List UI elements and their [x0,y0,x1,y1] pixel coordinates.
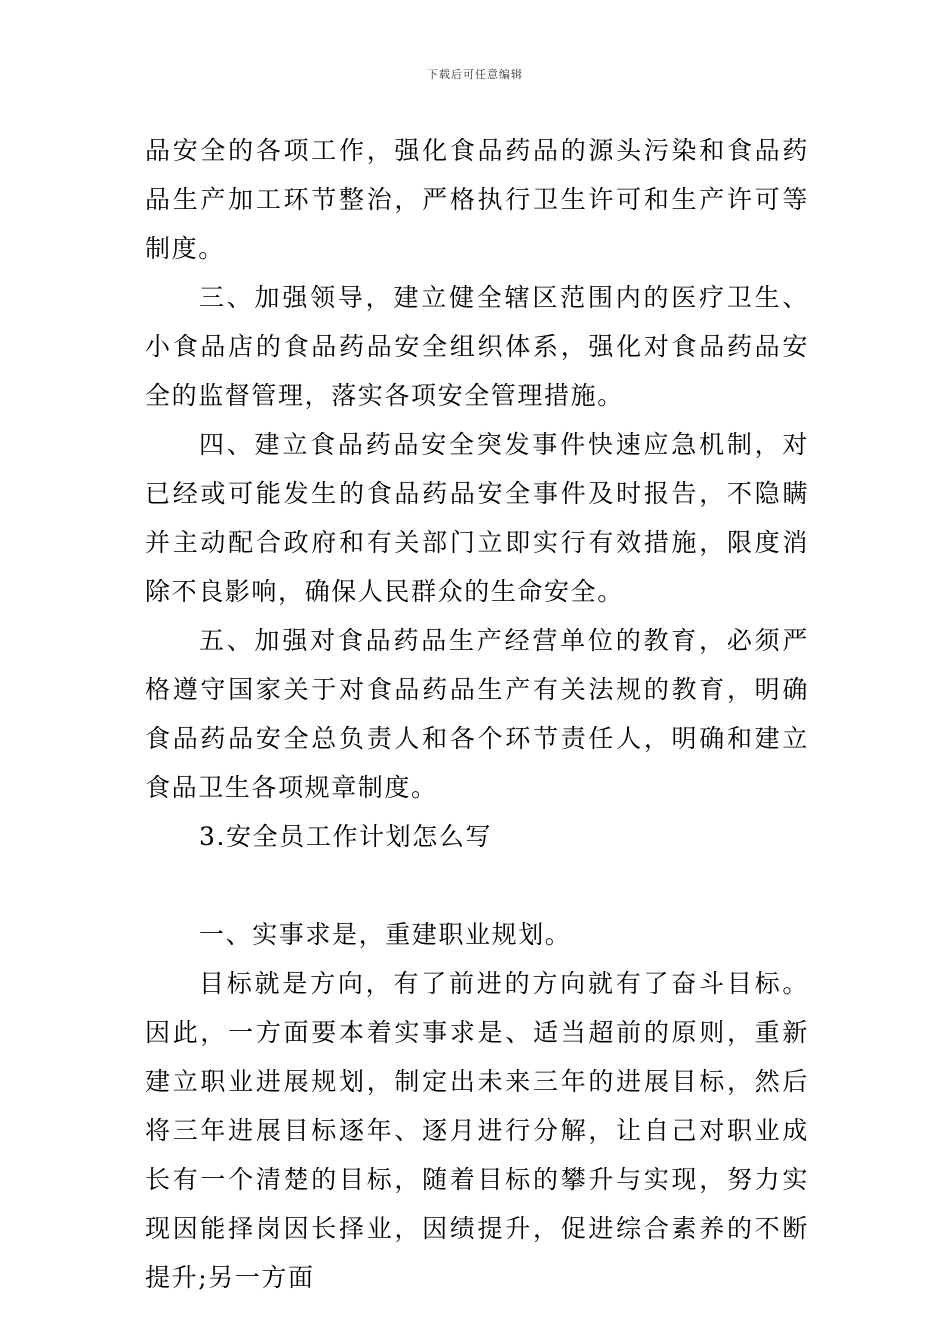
paragraph-item-five: 五、加强对食品药品生产经营单位的教育，必须严格遵守国家关于对食品药品生产有关法规的教育，明确食品药品安全总负责人和各个环节责任人，明确和建立食品卫生各项规章制度。 [145,626,809,802]
document-body [145,126,809,1302]
blank-line [145,861,809,910]
section-heading: 3.安全员工作计划怎么写 [199,822,493,851]
paragraph-continuation: 品安全的各项工作，强化食品药品的源头污染和食品药品生产加工环节整治，严格执行卫生许可和生产许可等制度。 [145,136,809,263]
page-header: 下载后可任意编辑 [427,68,523,81]
paragraph-item-four: 四、建立食品药品安全突发事件快速应急机制，对已经或可能发生的食品药品安全事件及时报告，不隐瞒并主动配合政府和有关部门立即实行有效措施，限度消除不良影响，确保人民群众的生命安全。 [145,430,809,606]
subsection-heading: 一、实事求是，重建职业规划。 [199,920,572,949]
paragraph-item-three: 三、加强领导，建立健全辖区范围内的医疗卫生、小食品店的食品药品安全组织体系，强化对食品药品安全的监督管理，落实各项安全管理措施。 [145,283,809,410]
paragraph-goals: 目标就是方向，有了前进的方向就有了奋斗目标。因此，一方面要本着实事求是、适当超前的原则，重新建立职业进展规划，制定出未来三年的进展目标，然后将三年进展目标逐年、逐月进行分解，让自己对职业成长有一个清楚的目标，随着目标的攀升与实现，努力实现因能择岗因长择业，因绩提升，促进综合素养的不断提升;另一方面 [145,969,809,1292]
